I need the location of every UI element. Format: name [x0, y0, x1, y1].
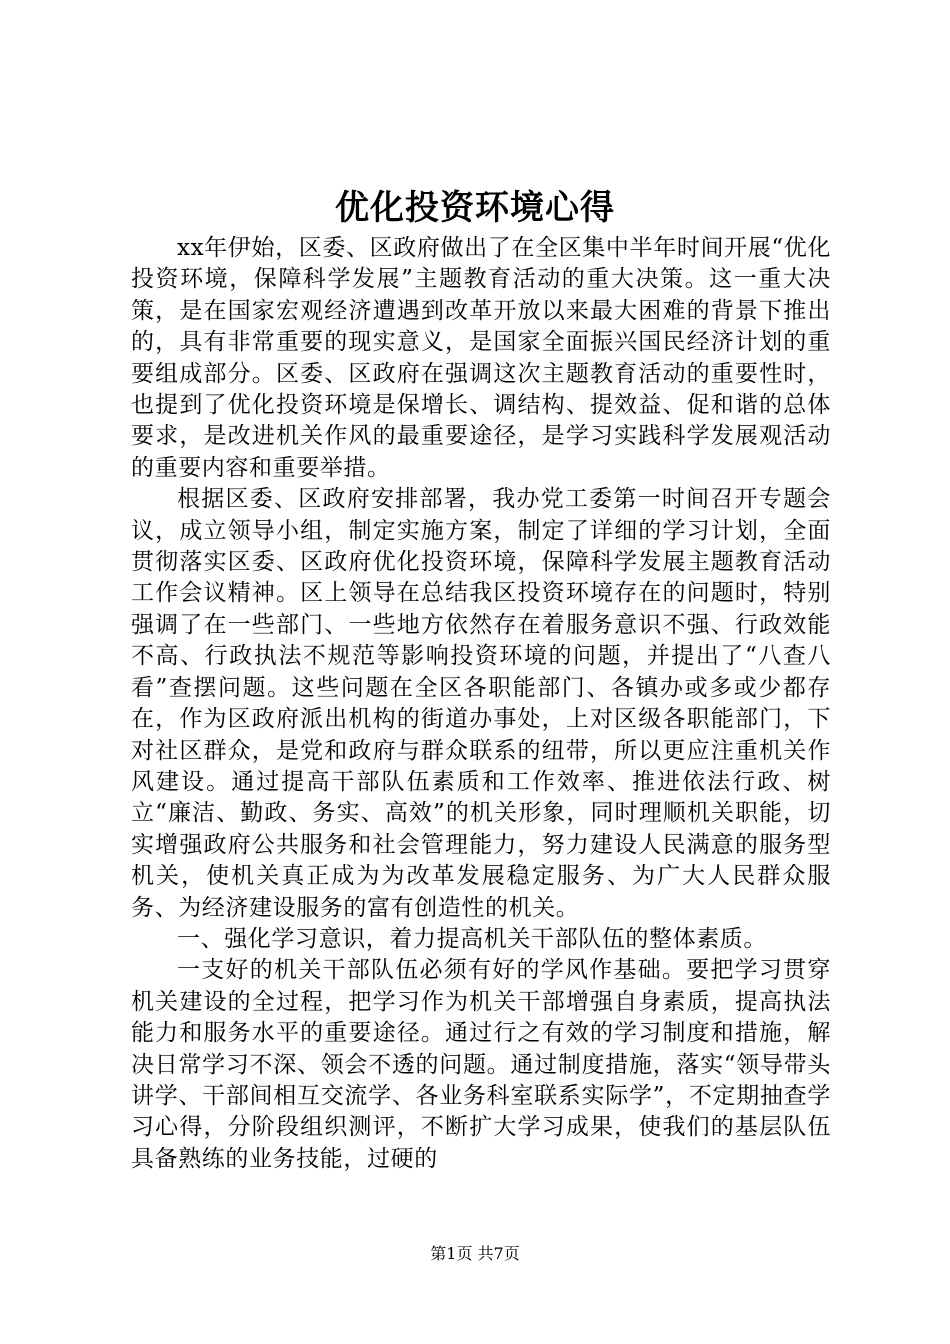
paragraph: 根据区委、区政府安排部署，我办党工委第一时间召开专题会议，成立领导小组，制定实施方案，制定了详细的学习计划，全面贯彻落实区委、区政府优化投资环境，保障科学发展主题教育活动工作会议精神。区上领导在总结我区投资环境存在的问题时，特别强调了在一些部门、一些地方依然存在着服务意识不强、行政效能不高、行政执法不规范等影响投资环境的问题，并提出了“八查八看”查摆问题。这些问题在全区各职能部门、各镇办或多或少都存在，作为区政府派出机构的街道办事处，上对区级各职能部门，下对社区群众，是党和政府与群众联系的纽带，所以更应注重机关作风建设。通过提高干部队伍素质和工作效率、推进依法行政、树立“廉洁、勤政、务实、高效”的机关形象，同时理顺机关职能，切实增强政府公共服务和社会管理能力，努力建设人民满意的服务型机关，使机关真正成为为改革发展稳定服务、为广大人民群众服务、为经济建设服务的富有创造性的机关。 — [131, 486, 831, 921]
section-heading: 一、强化学习意识，着力提高机关干部队伍的整体素质。 — [177, 925, 767, 952]
page-number-footer: 第1页 共7页 — [430, 1244, 520, 1263]
document-body — [131, 233, 831, 1175]
paragraph: xx年伊始，区委、区政府做出了在全区集中半年时间开展“优化投资环境，保障科学发展”主题教育活动的重大决策。这一重大决策，是在国家宏观经济遭遇到改革开放以来最大困难的背景下推出的，具有非常重要的现实意义，是国家全面振兴国民经济计划的重要组成部分。区委、区政府在强调这次主题教育活动的重要性时，也提到了优化投资环境是保增长、调结构、提效益、促和谐的总体要求，是改进机关作风的最重要途径，是学习实践科学发展观活动的重要内容和重要举措。 — [131, 235, 831, 481]
paragraph: 一支好的机关干部队伍必须有好的学风作基础。要把学习贯穿机关建设的全过程，把学习作为机关干部增强自身素质，提高执法能力和服务水平的重要途径。通过行之有效的学习制度和措施，解决日常学习不深、领会不透的问题。通过制度措施，落实“领导带头讲学、干部间相互交流学、各业务科室联系实际学”，不定期抽查学习心得，分阶段组织测评，不断扩大学习成果，使我们的基层队伍具备熟练的业务技能，过硬的 — [131, 957, 831, 1172]
document-title: 优化投资环境心得 — [335, 188, 615, 228]
